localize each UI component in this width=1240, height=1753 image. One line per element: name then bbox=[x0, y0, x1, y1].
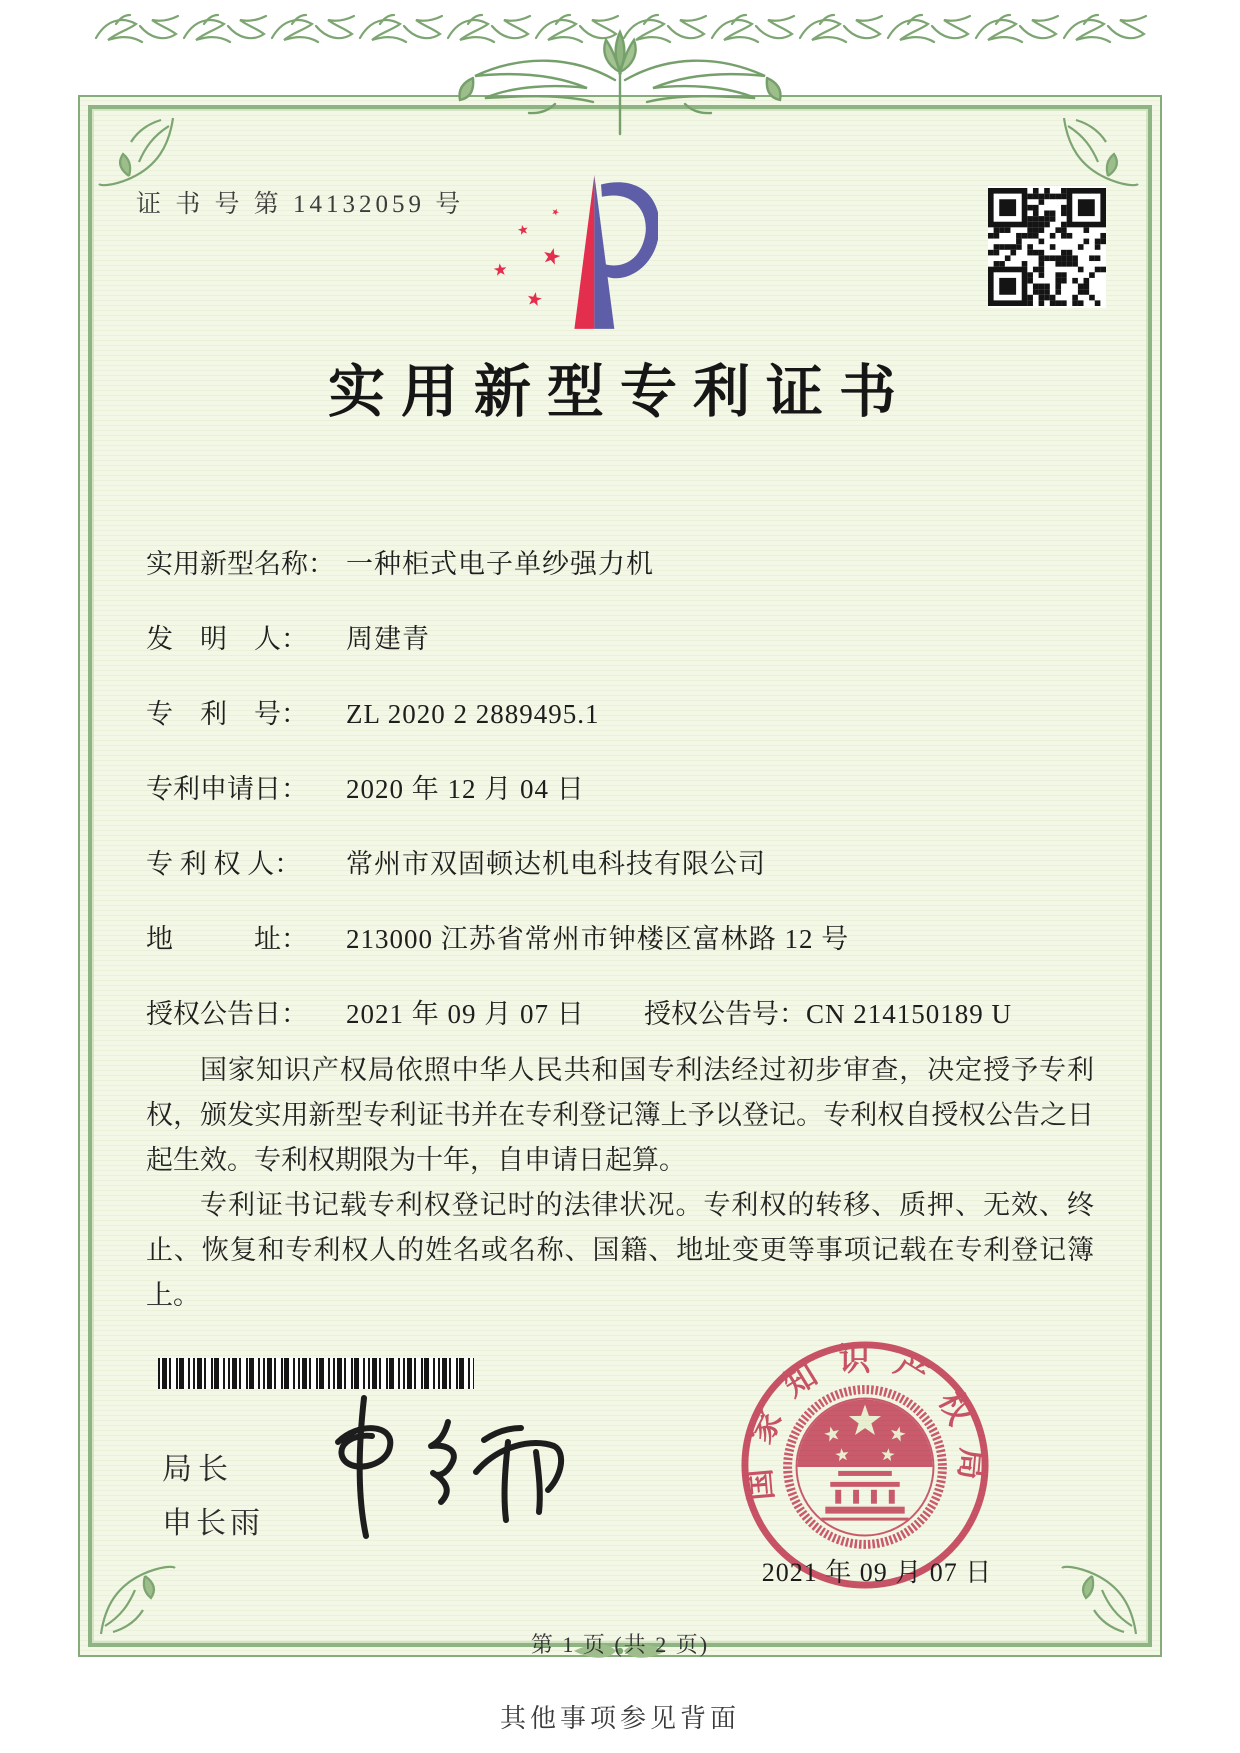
field-value: 一种柜式电子单纱强力机 bbox=[346, 549, 654, 579]
corner-ornament-top-right bbox=[1058, 112, 1142, 196]
field-value: 周建青 bbox=[346, 624, 430, 654]
field-row-address bbox=[146, 917, 1106, 992]
field-label: 授权公告号： bbox=[644, 999, 806, 1029]
handwritten-signature-icon bbox=[300, 1384, 580, 1542]
field-value: 2021 年 09 月 07 日 bbox=[346, 999, 585, 1029]
logo-swoosh bbox=[601, 182, 658, 278]
legal-paragraph-2: 专利证书记载专利权登记时的法律状况。专利权的转移、质押、无效、终止、恢复和专利权人的姓名或名称、国籍、地址变更等事项记载在专利登记簿上。 bbox=[146, 1190, 1094, 1310]
field-value: 常州市双固顿达机电科技有限公司 bbox=[346, 849, 766, 879]
field-row-patentee bbox=[146, 842, 1106, 917]
field-grant-number bbox=[644, 992, 1012, 1031]
seal-date: 2021 年 09 月 07 日 bbox=[761, 1558, 993, 1587]
field-value: ZL 2020 2 2889495.1 bbox=[346, 699, 600, 729]
field-value: 213000 江苏省常州市钟楼区富林路 12 号 bbox=[346, 924, 850, 954]
director-name: 申长雨 bbox=[162, 1507, 264, 1540]
logo-stars bbox=[493, 207, 561, 306]
field-row-inventor bbox=[146, 617, 1106, 692]
certificate-title: 实用新型专利证书 bbox=[328, 361, 912, 424]
field-value: 2020 年 12 月 04 日 bbox=[346, 774, 585, 804]
field-row-filing-date bbox=[146, 767, 1106, 842]
top-crest-ornament bbox=[385, 20, 855, 140]
field-label: 实用新型名称： bbox=[146, 549, 335, 579]
field-label: 发 明 人： bbox=[146, 624, 308, 654]
logo-cone bbox=[574, 175, 614, 329]
back-note: 其他事项参见背面 bbox=[499, 1704, 740, 1733]
field-label: 授权公告日： bbox=[146, 999, 308, 1029]
field-label: 专 利 号： bbox=[146, 699, 308, 729]
field-label: 专利申请日： bbox=[146, 774, 308, 804]
seal-text: 国家知识产权局 bbox=[739, 1341, 991, 1502]
field-list bbox=[146, 542, 1106, 1067]
legal-paragraph-1: 国家知识产权局依照中华人民共和国专利法经过初步审查，决定授予专利权，颁发实用新型专利证书并在专利登记簿上予以登记。专利权自授权公告之日起生效。专利权期限为十年，自申请日起算。 bbox=[146, 1055, 1094, 1175]
field-label: 专 利 权 人： bbox=[146, 849, 302, 879]
field-label: 地 址： bbox=[146, 924, 308, 954]
certificate-number: 证 书 号 第 14132059 号 bbox=[136, 191, 465, 218]
qr-code-icon bbox=[988, 186, 1106, 308]
field-row-utility-model-name bbox=[146, 542, 1106, 617]
seal-national-emblem bbox=[788, 1390, 943, 1545]
field-row-patent-number bbox=[146, 692, 1106, 767]
director-title-label: 局长 bbox=[162, 1453, 234, 1486]
cnipa-patent-logo-icon bbox=[468, 166, 658, 334]
legal-text bbox=[146, 1048, 1094, 1318]
field-value: CN 214150189 U bbox=[806, 999, 1013, 1029]
page-indicator: 第 1 页 (共 2 页) bbox=[530, 1632, 710, 1657]
